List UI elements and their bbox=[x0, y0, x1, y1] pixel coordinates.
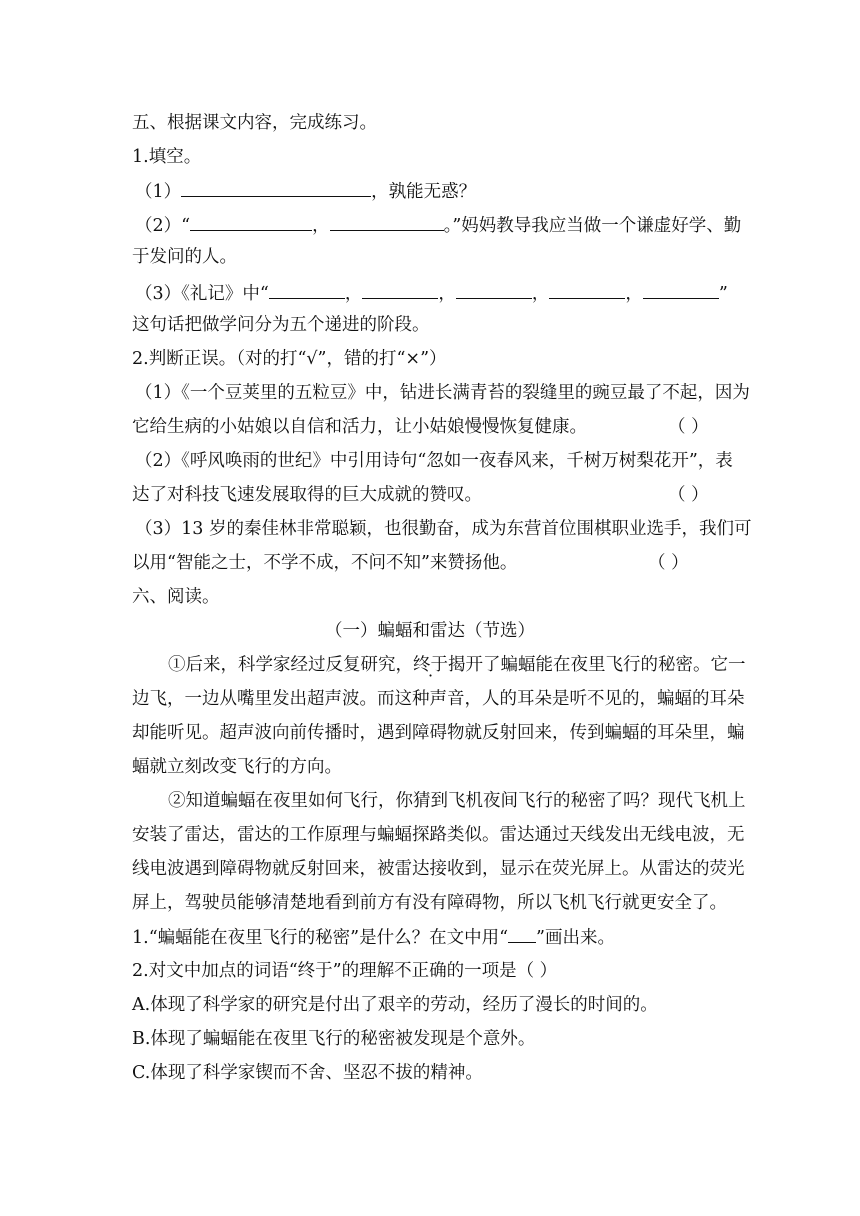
fill-item-3: （3）《礼记》中“ ， ， ， ， ” bbox=[135, 284, 728, 304]
judge-item-1-line2: 它给生病的小姑娘以自信和活力，让小姑娘慢慢恢复健康。 bbox=[132, 417, 587, 437]
option-c[interactable]: C.体现了科学家锲而不舍、坚忍不拔的精神。 bbox=[132, 1063, 483, 1083]
q1-label: 1.填空。 bbox=[132, 147, 202, 167]
answer-blank[interactable] bbox=[181, 180, 371, 197]
reading-q2-stem: 2.对文中加点的词语“终于”的理解不正确的一项是（ ） bbox=[132, 961, 558, 981]
answer-blank[interactable] bbox=[330, 214, 444, 231]
passage-p1-line4: 蝠就立刻改变飞行的方向。 bbox=[132, 757, 342, 777]
underline-sample bbox=[508, 926, 536, 943]
fill-item-2: （2）“ ， 。”妈妈教导我应当做一个谦虚好学、勤 bbox=[135, 216, 742, 236]
judge-item-2-line2: 达了对科技飞速发展取得的巨大成就的赞叹。 bbox=[132, 485, 482, 505]
passage-p2-line2: 安装了雷达，雷达的工作原理与蝙蝠探路类似。雷达通过天线发出无线电波，无 bbox=[132, 825, 745, 845]
dotted-word: 终于 bbox=[413, 655, 448, 675]
fill-item-2-cont: 于发问的人。 bbox=[132, 247, 237, 267]
passage-p1-line1: ①后来，科学家经过反复研究，终于揭开了蝙蝠能在夜里飞行的秘密。它一 bbox=[168, 655, 746, 675]
q2-label: 2.判断正误。（对的打“√”，错的打“×”） bbox=[132, 349, 447, 369]
answer-blank[interactable] bbox=[643, 282, 719, 299]
passage-p1-line3: 却能听见。超声波向前传播时，遇到障碍物就反射回来，传到蝙蝠的耳朵里，蝙 bbox=[132, 723, 745, 743]
answer-blank[interactable] bbox=[362, 282, 438, 299]
judge-answer-paren-2[interactable]: （ ） bbox=[668, 485, 709, 505]
answer-blank[interactable] bbox=[269, 282, 345, 299]
section5-heading: 五、根据课文内容，完成练习。 bbox=[132, 113, 377, 133]
fill-item-3-cont: 这句话把做学问分为五个递进的阶段。 bbox=[132, 315, 430, 335]
answer-blank[interactable] bbox=[549, 282, 625, 299]
reading-q1: 1.“蝙蝠能在夜里飞行的秘密”是什么？在文中用“ ”画出来。 bbox=[132, 928, 615, 948]
passage-p2-line3: 线电波遇到障碍物就反射回来，被雷达接收到，显示在荧光屏上。从雷达的荧光 bbox=[132, 859, 745, 879]
fill-item-1: （1） ，孰能无惑？ bbox=[135, 182, 477, 202]
judge-answer-paren-3[interactable]: （ ） bbox=[648, 553, 689, 573]
answer-blank[interactable] bbox=[456, 282, 532, 299]
passage-p2-line4: 屏上，驾驶员能够清楚地看到前方有没有障碍物，所以飞机飞行就更安全了。 bbox=[132, 893, 727, 913]
judge-item-3-line2: 以用“智能之士，不学不成，不问不知”来赞扬他。 bbox=[132, 553, 518, 573]
option-b[interactable]: B.体现了蝙蝠能在夜里飞行的秘密被发现是个意外。 bbox=[132, 1029, 536, 1049]
passage-title: （一）蝙蝠和雷达（节选） bbox=[325, 621, 535, 641]
answer-blank[interactable] bbox=[190, 214, 312, 231]
passage-p2-line1: ②知道蝙蝠在夜里如何飞行，你猜到飞机夜间飞行的秘密了吗？现代飞机上 bbox=[168, 791, 746, 811]
judge-item-3-line1: （3）13 岁的秦佳林非常聪颖，也很勤奋，成为东营首位围棋职业选手，我们可 bbox=[135, 519, 752, 539]
option-a[interactable]: A.体现了科学家的研究是付出了艰辛的劳动，经历了漫长的时间的。 bbox=[132, 995, 658, 1015]
judge-item-2-line1: （2）《呼风唤雨的世纪》中引用诗句“忽如一夜春风来，千树万树梨花开”，表 bbox=[135, 451, 733, 471]
judge-answer-paren-1[interactable]: （ ） bbox=[668, 417, 709, 437]
section6-heading: 六、阅读。 bbox=[132, 587, 220, 607]
judge-item-1-line1: （1）《一个豆荚里的五粒豆》中，钻进长满青苔的裂缝里的豌豆最了不起，因为 bbox=[135, 383, 750, 403]
passage-p1-line2: 边飞，一边从嘴里发出超声波。而这种声音，人的耳朵是听不见的，蝙蝠的耳朵 bbox=[132, 689, 745, 709]
